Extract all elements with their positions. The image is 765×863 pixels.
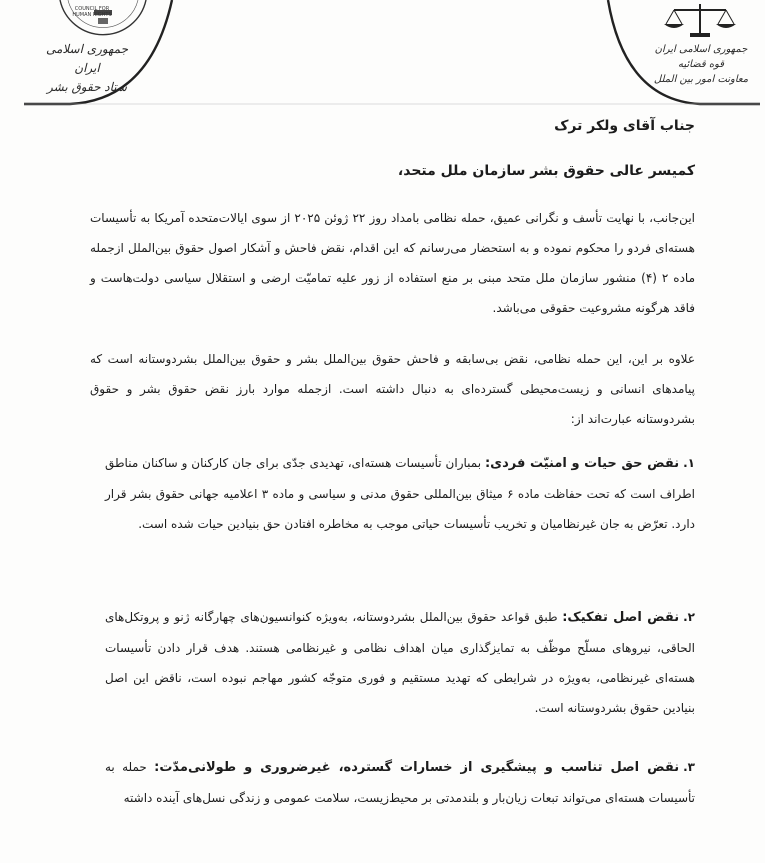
right-caption-line2: قوه قضائیه [677, 59, 725, 70]
list-item-body: طبق قواعد حقوق بین‌الملل بشردوستانه، به‌ویژه کنوانسیون‌های چهارگانه ژنو و پروتکل‌های الحاقی، نیروهای مسلّح موظّف به تمایزگذاری میان اهداف نظامی و غیرنظامی هستند. هدف قرار دادن تأسیسات هسته‌ای غیرنظامی، به‌ویژه در شرایطی که تهدید مستقیم و فوری متوجّه کشور مهاجم نبوده است، ناقض این اصل بنیادین حقوق بشردوستانه است. [105, 610, 695, 715]
paragraph-1: این‌جانب، با نهایت تأسف و نگرانی عمیق، حمله نظامی بامداد روز ۲۲ ژوئن ۲۰۲۵ از سوی ایالات‌متحده آمریکا به تأسیسات هسته‌ای فردو را محکوم نموده و به استحضار می‌رسانم که این اقدام، نقض فاحش و آشکار اصول حقوق بین‌الملل ازجمله ماده ۲ (۴) منشور سازمان ملل متحد مبنی بر منع استفاده از زور علیه تمامیّت ارضی و استقلال سیاسی دولت‌هاست و فاقد هرگونه مشروعیت حقوقی می‌باشد. [90, 211, 696, 315]
addressee-name: جناب آقای ولکر ترک [554, 118, 695, 134]
addressee-title: کمیسر عالی حقوق بشر سازمان ملل متحد، [397, 163, 695, 179]
judiciary-emblem [610, 0, 765, 106]
letterhead [0, 0, 765, 110]
list-item-heading: نقض حق حیات و امنیّت فردی: [484, 456, 680, 471]
list-item-body: حمله به تأسیسات هسته‌ای می‌تواند تبعات زیان‌بار و بلندمدتی بر محیط‌زیست، سلامت عمومی و زندگی نسل‌های آینده داشته [105, 760, 695, 805]
right-caption-line1: جمهوری اسلامی ایران [654, 44, 748, 55]
seal-small-text: COUNCIL FOR HUMAN RIGHTS [72, 6, 112, 18]
human-rights-council-emblem [24, 0, 174, 104]
list-item-heading: نقض اصل تناسب و پیشگیری از خسارات گسترده، غیرضروری و طولانی‌مدّت: [154, 760, 680, 775]
list-item-number: ۱. [683, 456, 695, 470]
left-caption-line1: جمهوری اسلامی ایران [45, 42, 129, 75]
paragraph-2: علاوه بر این، این حمله نظامی، نقض بی‌سابقه و فاحش حقوق بین‌الملل بشر و حقوق بین‌الملل بشردوستانه است که پیامدهای انسانی و زیست‌محیطی گسترده‌ای به دنبال داشته است. ازجمله موارد بارز نقض حقوق بشر و حقوق بشردوستانه عبارت‌اند از: [90, 352, 695, 426]
list-item-2 [105, 602, 695, 723]
list-item-body: بمباران تأسیسات هسته‌ای، تهدیدی جدّی برای جان کارکنان و ساکنان مناطق اطراف است که تحت حفاظت ماده ۶ میثاق بین‌المللی حقوق مدنی و سیاسی و ماده ۳ اعلامیه جهانی حقوق بشر قرار دارد. تعرّض به جان غیرنظامیان و تخریب تأسیسات حیاتی موجب به مخاطره افتادن حق بنیادین حیات شده است. [105, 456, 696, 531]
list-item-heading: نقض اصل تفکیک: [562, 610, 680, 625]
list-item-number: ۲. [683, 610, 695, 624]
scales-of-justice-icon [660, 0, 740, 42]
left-emblem-caption [32, 40, 142, 97]
right-caption-line3: معاونت امور بین الملل [653, 74, 749, 85]
list-item-3 [105, 752, 695, 813]
list-item-number: ۳. [683, 760, 695, 774]
left-caption-line2: ستاد حقوق بشر [47, 80, 127, 94]
right-emblem-caption [646, 42, 756, 87]
list-item-1 [105, 448, 695, 539]
